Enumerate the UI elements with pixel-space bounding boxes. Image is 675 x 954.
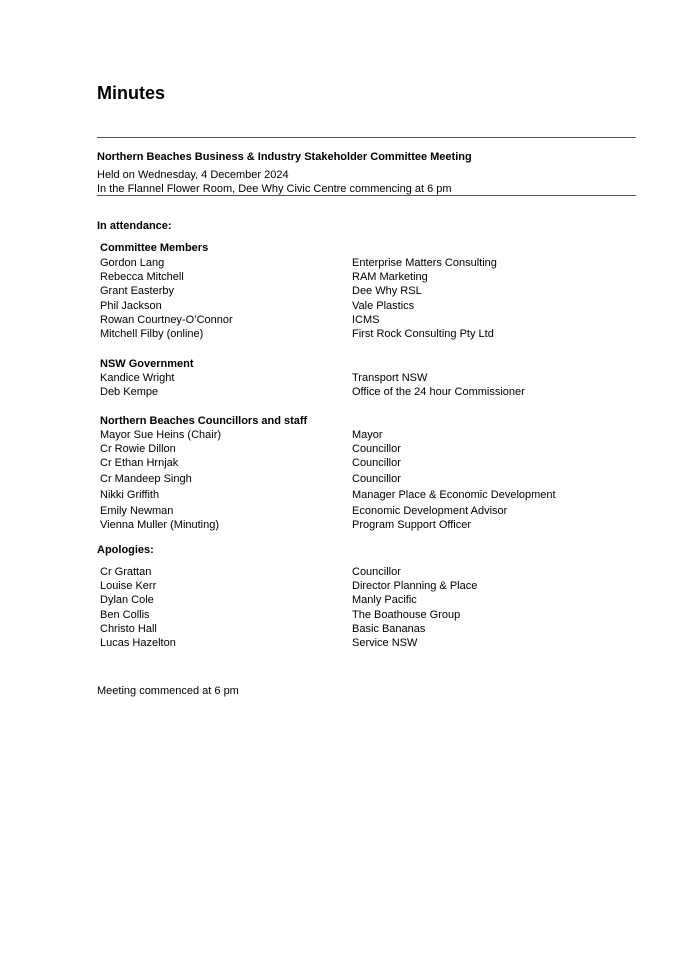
divider-header xyxy=(97,195,636,196)
attendee-organisation: Councillor xyxy=(352,473,401,485)
attendee-organisation: Enterprise Matters Consulting xyxy=(352,257,497,269)
attendee-row xyxy=(100,472,640,486)
attendee-organisation: Office of the 24 hour Commissioner xyxy=(352,386,525,398)
attendee-name: Emily Newman xyxy=(100,505,174,517)
attendee-name: Mayor Sue Heins (Chair) xyxy=(100,429,222,441)
attendee-name: Rebecca Mitchell xyxy=(100,271,184,283)
attendee-organisation: Councillor xyxy=(352,443,401,455)
attendee-name: Vienna Muller (Minuting) xyxy=(100,519,220,531)
attendance-heading: In attendance: xyxy=(97,220,172,232)
apology-row xyxy=(100,565,640,579)
meeting-location: In the Flannel Flower Room, Dee Why Civic Centre commencing at 6 pm xyxy=(97,183,452,195)
attendee-row xyxy=(100,313,640,327)
apology-row xyxy=(100,593,640,607)
attendee-organisation: ICMS xyxy=(352,314,380,326)
apology-name: Louise Kerr xyxy=(100,580,157,592)
apology-organisation: The Boathouse Group xyxy=(352,609,461,621)
apology-organisation: Director Planning & Place xyxy=(352,580,478,592)
apologies-heading: Apologies: xyxy=(97,544,154,556)
attendee-organisation: RAM Marketing xyxy=(352,271,428,283)
apology-row xyxy=(100,579,640,593)
attendee-row xyxy=(100,270,640,284)
apology-organisation: Manly Pacific xyxy=(352,594,417,606)
attendee-organisation: Mayor xyxy=(352,429,383,441)
attendee-organisation: Dee Why RSL xyxy=(352,285,422,297)
attendee-name: Cr Ethan Hrnjak xyxy=(100,457,179,469)
apology-row xyxy=(100,636,640,650)
attendee-name: Cr Rowie Dillon xyxy=(100,443,176,455)
meeting-title: Northern Beaches Business & Industry Stakeholder Committee Meeting xyxy=(97,151,472,163)
attendee-organisation: First Rock Consulting Pty Ltd xyxy=(352,328,494,340)
apology-organisation: Basic Bananas xyxy=(352,623,426,635)
attendee-organisation: Program Support Officer xyxy=(352,519,472,531)
apology-name: Christo Hall xyxy=(100,623,157,635)
attendee-organisation: Manager Place & Economic Development xyxy=(352,489,556,501)
attendee-row xyxy=(100,456,640,470)
attendee-row xyxy=(100,504,640,518)
apology-name: Lucas Hazelton xyxy=(100,637,176,649)
page-title: Minutes xyxy=(97,83,166,103)
meeting-commenced-note: Meeting commenced at 6 pm xyxy=(97,685,239,697)
attendee-organisation: Transport NSW xyxy=(352,372,428,384)
attendee-row xyxy=(100,284,640,298)
meeting-date: Held on Wednesday, 4 December 2024 xyxy=(97,169,289,181)
attendee-row xyxy=(100,371,640,385)
attendee-row xyxy=(100,299,640,313)
attendee-name: Grant Easterby xyxy=(100,285,174,297)
attendee-name: Kandice Wright xyxy=(100,372,175,384)
attendee-name: Rowan Courtney-O’Connor xyxy=(100,314,233,326)
attendee-name: Mitchell Filby (online) xyxy=(100,328,204,340)
attendee-organisation: Vale Plastics xyxy=(352,300,415,312)
councillors-staff-heading: Northern Beaches Councillors and staff xyxy=(100,415,308,427)
attendee-name: Gordon Lang xyxy=(100,257,165,269)
apology-row xyxy=(100,622,640,636)
attendee-organisation: Economic Development Advisor xyxy=(352,505,508,517)
attendee-name: Phil Jackson xyxy=(100,300,162,312)
apology-row xyxy=(100,608,640,622)
committee-members-heading: Committee Members xyxy=(100,242,209,254)
nsw-government-heading: NSW Government xyxy=(100,358,194,370)
apology-organisation: Service NSW xyxy=(352,637,418,649)
attendee-row xyxy=(100,488,640,502)
attendee-row xyxy=(100,256,640,270)
attendee-row xyxy=(100,442,640,456)
apology-name: Dylan Cole xyxy=(100,594,154,606)
apology-organisation: Councillor xyxy=(352,566,401,578)
attendee-row xyxy=(100,327,640,341)
attendee-name: Nikki Griffith xyxy=(100,489,160,501)
apology-name: Cr Grattan xyxy=(100,566,152,578)
attendee-row xyxy=(100,385,640,399)
attendee-row xyxy=(100,518,640,532)
attendee-name: Cr Mandeep Singh xyxy=(100,473,192,485)
attendee-name: Deb Kempe xyxy=(100,386,159,398)
attendee-row xyxy=(100,428,640,442)
apology-name: Ben Collis xyxy=(100,609,150,621)
attendee-organisation: Councillor xyxy=(352,457,401,469)
divider-top xyxy=(97,137,636,138)
